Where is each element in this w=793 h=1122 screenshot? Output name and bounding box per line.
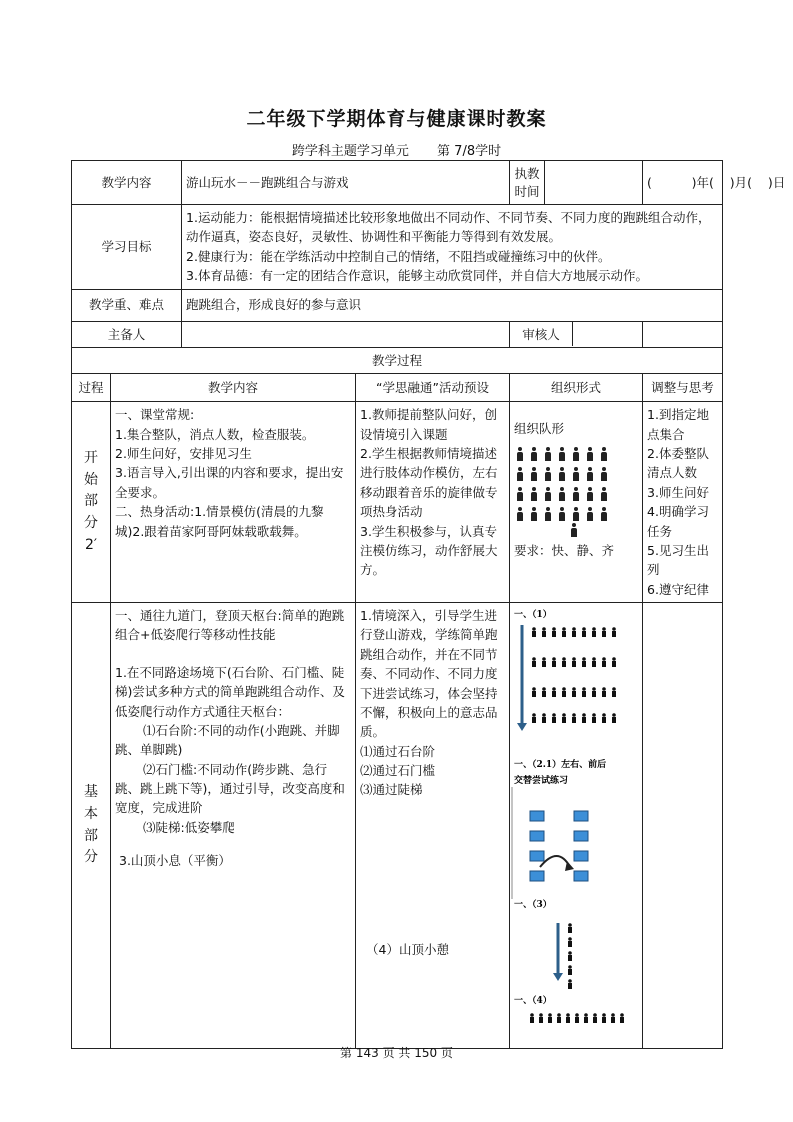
person-marker bbox=[592, 713, 596, 717]
person-marker-body bbox=[572, 717, 576, 723]
content-label: 教学内容 bbox=[72, 161, 182, 205]
person-marker bbox=[568, 951, 572, 955]
person-marker bbox=[562, 713, 566, 717]
objective-3: 3.体育品德：有一定的团结合作意识，能够主动欣赏同伴，并自信大方地展示动作。 bbox=[186, 268, 648, 284]
section1-activity: 1.教师提前整队问好，创设情境引入课题 2.学生根据教师情境描述进行肢体动作模仿，左右移动跟着音乐的旋律做专项热身活动 3.学生积极参与，认真专注模仿练习，动作舒展大方。 bbox=[356, 402, 510, 603]
person-marker bbox=[552, 713, 556, 717]
person-marker bbox=[602, 713, 606, 717]
person-marker bbox=[532, 687, 536, 691]
person-marker-body bbox=[575, 1017, 579, 1023]
person-marker-body bbox=[568, 941, 572, 947]
box-8 bbox=[574, 871, 588, 881]
person-marker bbox=[568, 979, 572, 983]
objective-1: 1.运动能力：能根据情境描述比较形象地做出不同动作、不同节奏、不同力度的跑跳组合动作，动作逼真，姿态良好，灵敏性、协调性和平衡能力等得到有效发展。 bbox=[186, 210, 711, 245]
col-content: 教学内容 bbox=[111, 374, 356, 402]
person-marker-body bbox=[620, 1017, 624, 1023]
person-marker-body bbox=[532, 717, 536, 723]
person-marker bbox=[582, 687, 586, 691]
person-marker bbox=[532, 713, 536, 717]
person-marker-body bbox=[552, 691, 556, 697]
person-marker-body bbox=[584, 1017, 588, 1023]
person-marker-body bbox=[566, 1017, 570, 1023]
person-marker-body bbox=[582, 691, 586, 697]
lesson-label: 第 7/8学时 bbox=[437, 144, 502, 159]
person-marker-body bbox=[602, 661, 606, 667]
person-marker bbox=[568, 965, 572, 969]
arrow-head-1 bbox=[517, 723, 527, 731]
person-marker bbox=[542, 687, 546, 691]
section1-label: 开 始 部 分 2′ bbox=[72, 402, 111, 603]
person-marker bbox=[542, 657, 546, 661]
person-marker bbox=[575, 1013, 579, 1017]
person-marker-body bbox=[539, 1017, 543, 1023]
subtitle bbox=[0, 140, 793, 159]
content-value: 游山玩水－－跑跳组合与游戏 bbox=[182, 161, 510, 205]
section2-adjust bbox=[643, 603, 723, 1049]
person-marker bbox=[620, 1013, 624, 1017]
box-3 bbox=[530, 831, 544, 841]
person-marker bbox=[568, 923, 572, 927]
person-marker-body bbox=[542, 691, 546, 697]
person-marker-body bbox=[557, 1017, 561, 1023]
person-marker-body bbox=[612, 691, 616, 697]
box-6 bbox=[574, 851, 588, 861]
person-marker-body bbox=[562, 661, 566, 667]
person-marker-body bbox=[592, 661, 596, 667]
arrow-head-3 bbox=[553, 973, 563, 981]
person-marker-body bbox=[552, 631, 556, 637]
person-marker-body bbox=[612, 717, 616, 723]
prepare-value bbox=[182, 321, 510, 347]
person-marker bbox=[602, 687, 606, 691]
key-points-label: 教学重、难点 bbox=[72, 289, 182, 321]
person-marker-body bbox=[542, 717, 546, 723]
person-marker-body bbox=[568, 969, 572, 975]
person-marker-body bbox=[593, 1017, 597, 1023]
person-marker bbox=[552, 687, 556, 691]
person-marker bbox=[582, 713, 586, 717]
person-marker-body bbox=[552, 661, 556, 667]
person-marker bbox=[539, 1013, 543, 1017]
box-7 bbox=[530, 871, 544, 881]
person-marker-body bbox=[532, 691, 536, 697]
person-marker bbox=[593, 1013, 597, 1017]
person-marker-body bbox=[592, 717, 596, 723]
lesson-plan-table bbox=[71, 160, 786, 1049]
person-marker bbox=[562, 687, 566, 691]
section2-rest: 3.山顶小息（平衡） bbox=[119, 853, 231, 869]
col-adjust: 调整与思考 bbox=[643, 374, 723, 402]
section2-sub1: ⑴石台阶:不同的动作(小跑跳、并脚跳、单脚跳) bbox=[115, 722, 340, 758]
person-marker bbox=[572, 713, 576, 717]
person-marker bbox=[557, 1013, 561, 1017]
person-marker bbox=[552, 657, 556, 661]
person-marker-body bbox=[592, 691, 596, 697]
section2-label: 基 本 部 分 bbox=[72, 603, 111, 1049]
person-marker-body bbox=[562, 717, 566, 723]
person-marker-body bbox=[530, 1017, 534, 1023]
formation-diagram bbox=[516, 447, 638, 521]
person-marker-body bbox=[602, 631, 606, 637]
person-marker bbox=[592, 657, 596, 661]
person-marker bbox=[602, 627, 606, 631]
person-marker bbox=[562, 627, 566, 631]
person-marker bbox=[542, 713, 546, 717]
person-marker-body bbox=[612, 661, 616, 667]
date-field: ( )年( )月( )日 bbox=[643, 161, 723, 205]
prepare-label: 主备人 bbox=[72, 321, 182, 347]
person-marker bbox=[532, 627, 536, 631]
person-marker bbox=[572, 627, 576, 631]
person-marker-body bbox=[552, 717, 556, 723]
box-2 bbox=[574, 811, 588, 821]
person-marker-body bbox=[612, 631, 616, 637]
person-marker bbox=[572, 657, 576, 661]
time-label: 执教时间 bbox=[510, 161, 545, 204]
person-marker bbox=[592, 627, 596, 631]
person-marker-body bbox=[602, 717, 606, 723]
section1-adjust: 1.到指定地点集合 2.体委整队清点人数 3.师生问好 4.明确学习任务 5.见习生出列 6.遵守纪律 bbox=[643, 402, 723, 603]
person-marker-body bbox=[582, 661, 586, 667]
page-footer: 第 143 页 共 150 页 bbox=[340, 1046, 453, 1060]
person-marker bbox=[612, 713, 616, 717]
person-marker-body bbox=[562, 631, 566, 637]
box-4 bbox=[574, 831, 588, 841]
reviewer-label: 审核人 bbox=[510, 322, 573, 346]
col-organization: 组织形式 bbox=[510, 374, 643, 402]
col-activity: “学思融通”活动预设 bbox=[356, 374, 510, 402]
person-marker-body bbox=[568, 955, 572, 961]
person-marker bbox=[611, 1013, 615, 1017]
section2-activity-rest: （4）山顶小憩 bbox=[366, 941, 449, 957]
person-marker bbox=[592, 687, 596, 691]
person-marker bbox=[530, 1013, 534, 1017]
diagram-label-2b: 交替尝试练习 bbox=[514, 776, 569, 786]
person-marker-body bbox=[562, 691, 566, 697]
person-marker-body bbox=[568, 927, 572, 933]
section2-intro: 一、通往九道门，登顶天枢台:简单的跑跳组合+低姿爬行等移动性技能 bbox=[115, 608, 345, 643]
org-title: 组织队形 bbox=[514, 421, 565, 437]
objective-2: 2.健康行为：能在学练活动中控制自己的情绪，不阻挡或碰撞练习中的伙伴。 bbox=[186, 248, 611, 264]
person-marker bbox=[562, 657, 566, 661]
person-marker-body bbox=[532, 631, 536, 637]
objectives-label: 学习目标 bbox=[72, 205, 182, 290]
person-marker-body bbox=[572, 691, 576, 697]
person-marker bbox=[572, 687, 576, 691]
section2-sub3: ⑶陡梯:低姿攀爬 bbox=[143, 819, 235, 835]
key-points-value: 跑跳组合，形成良好的参与意识 bbox=[182, 289, 723, 321]
section1-content: 一、课堂常规: 1.集合整队，消点人数，检查服装。 2.师生问好，安排见习生 3.语言导入,引出课的内容和要求，提出安全要求。 二、热身活动:1.情景模仿(清晨的九黎城)2.跟着苗家阿哥阿妹载歌载舞。 bbox=[111, 402, 356, 603]
person-marker-body bbox=[592, 631, 596, 637]
person-marker-body bbox=[568, 983, 572, 989]
org-requirement: 要求：快、静、齐 bbox=[514, 542, 615, 558]
col-process: 过程 bbox=[72, 374, 111, 402]
person-marker bbox=[602, 657, 606, 661]
teacher-marker bbox=[570, 523, 638, 537]
person-marker-body bbox=[548, 1017, 552, 1023]
process-header: 教学过程 bbox=[72, 347, 723, 373]
box-5 bbox=[530, 851, 544, 861]
box-1 bbox=[530, 811, 544, 821]
person-marker bbox=[552, 627, 556, 631]
page-title: 二年级下学期体育与健康课时教案 bbox=[246, 108, 547, 130]
diagram-label-1: 一、（1） bbox=[514, 610, 552, 620]
section2-activity: 1.情境深入，引导学生进行登山游戏，学练简单跑跳组合动作，并在不同节奏、不同动作、不同力度下进尝试练习，体会坚持不懈，积极向上的意志品质。 ⑴通过石台阶 ⑵通过石门槛 ⑶通过陡梯 bbox=[360, 608, 498, 798]
person-marker-body bbox=[582, 631, 586, 637]
person-marker-body bbox=[572, 631, 576, 637]
reviewer-value bbox=[643, 321, 723, 347]
diagram-label-2: 一、（2.1）左右、前后 bbox=[514, 760, 607, 770]
diagram-label-4: 一、（4） bbox=[514, 996, 552, 1006]
person-marker-body bbox=[572, 661, 576, 667]
section2-sub2: ⑵石门槛:不同动作(跨步跳、急行跳、跳上跳下等)，通过引导，改变高度和宽度，完成进阶 bbox=[115, 761, 345, 816]
person-marker-body bbox=[582, 717, 586, 723]
person-marker bbox=[612, 687, 616, 691]
person-marker bbox=[542, 627, 546, 631]
person-marker-body bbox=[611, 1017, 615, 1023]
person-marker-body bbox=[602, 1017, 606, 1023]
person-marker bbox=[612, 627, 616, 631]
person-marker bbox=[584, 1013, 588, 1017]
person-marker bbox=[582, 627, 586, 631]
person-marker bbox=[612, 657, 616, 661]
practice-diagram bbox=[512, 605, 640, 1041]
person-marker bbox=[582, 657, 586, 661]
section2-main: 1.在不同路途场境下(石台阶、石门槛、陡梯)尝试多种方式的简单跑跳组合动作、及低姿爬行动作方式通往天枢台： bbox=[115, 664, 345, 719]
unit-label: 跨学科主题学习单元 bbox=[291, 144, 409, 159]
person-marker-body bbox=[602, 691, 606, 697]
person-marker bbox=[568, 937, 572, 941]
person-marker bbox=[532, 657, 536, 661]
person-marker-body bbox=[542, 631, 546, 637]
diagram-label-3: 一、（3） bbox=[514, 900, 552, 910]
person-marker bbox=[566, 1013, 570, 1017]
person-marker bbox=[602, 1013, 606, 1017]
person-marker-body bbox=[532, 661, 536, 667]
person-marker-body bbox=[542, 661, 546, 667]
person-marker bbox=[548, 1013, 552, 1017]
